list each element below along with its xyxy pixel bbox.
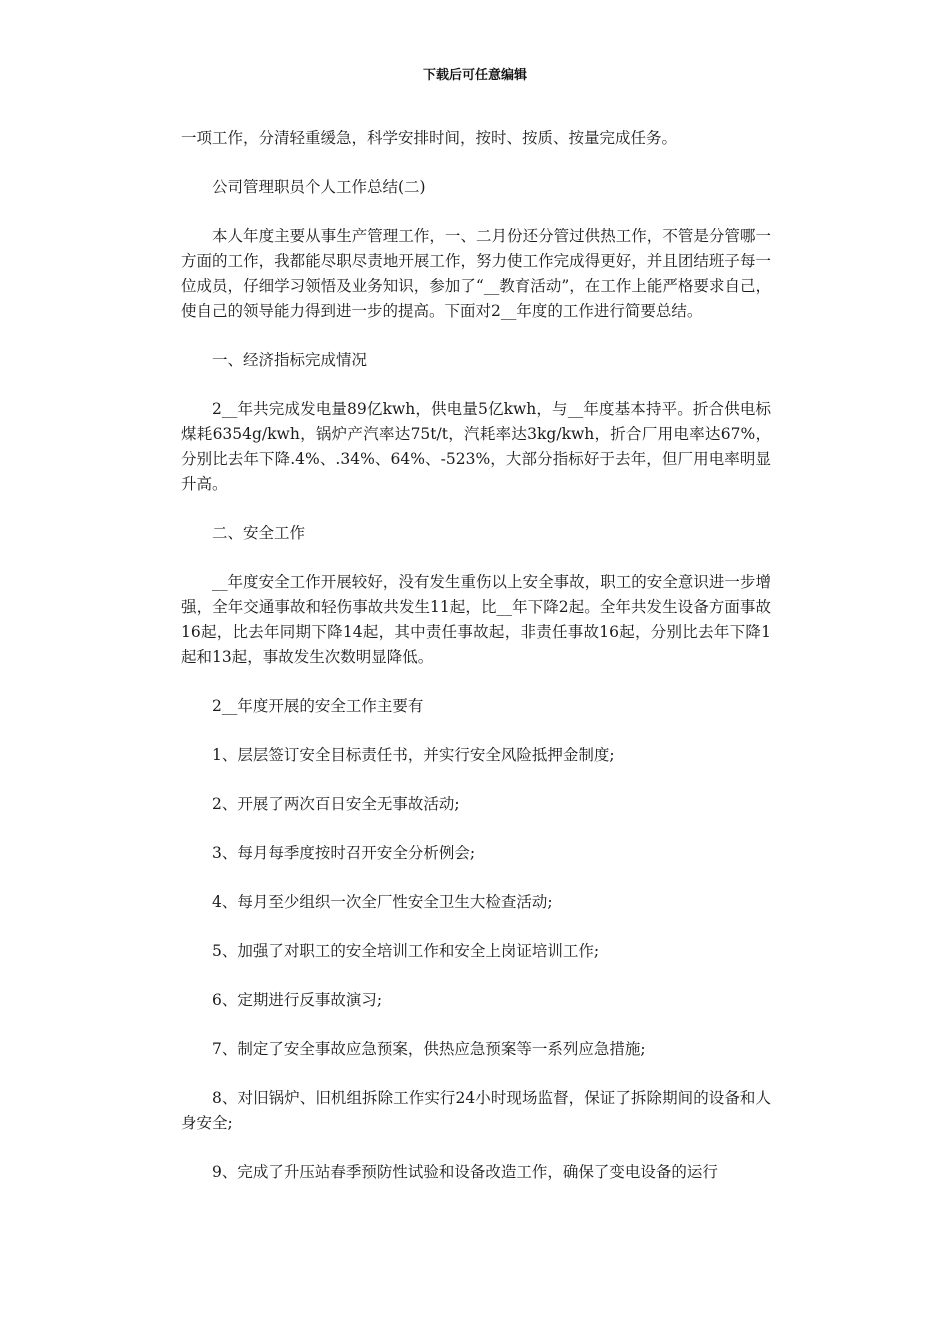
document-body [181,126,771,1209]
paragraph-safety-summary: __年度安全工作开展较好，没有发生重伤以上安全事故，职工的安全意识进一步增强，全年交通事故和轻伤事故共发生11起，比__年下降2起。全年共发生设备方面事故16起，比去年同期下降14起，其中责任事故起，非责任事故16起，分别比去年下降1起和13起，事故发生次数明显降低。 [181,573,771,666]
list-item: 3、每月每季度按时召开安全分析例会; [212,844,476,862]
list-item: 7、制定了安全事故应急预案，供热应急预案等一系列应急措施; [212,1040,646,1058]
list-item: 9、完成了升压站春季预防性试验和设备改造工作，确保了变电设备的运行 [212,1163,718,1181]
section-title: 公司管理职员个人工作总结(二) [212,178,426,196]
heading-economic-indicators: 一、经济指标完成情况 [212,351,368,369]
list-item: 2、开展了两次百日安全无事故活动; [212,795,460,813]
list-item: 6、定期进行反事故演习; [212,991,383,1009]
paragraph-intro: 本人年度主要从事生产管理工作，一、二月份还分管过供热工作，不管是分管哪一方面的工作，我都能尽职尽责地开展工作，努力使工作完成得更好，并且团结班子每一位成员，仔细学习领悟及业务知识，参加了“__教育活动”，在工作上能严格要求自己，使自己的领导能力得到进一步的提高。下面对2__年度的工作进行简要总结。 [181,227,771,320]
paragraph-economic-indicators: 2__年共完成发电量89亿kwh，供电量5亿kwh，与__年度基本持平。折合供电标煤耗6354g/kwh，锅炉产汽率达75t/t，汽耗率达3kg/kwh，折合厂用电率达67%，分别比去年下降.4%、.34%、64%、-523%，大部分指标好于去年，但厂用电率明显升高。 [181,400,771,493]
list-item: 5、加强了对职工的安全培训工作和安全上岗证培训工作; [212,942,600,960]
list-item: 4、每月至少组织一次全厂性安全卫生大检查活动; [212,893,553,911]
paragraph-safety-list-intro: 2__年度开展的安全工作主要有 [212,697,424,715]
list-item: 8、对旧锅炉、旧机组拆除工作实行24小时现场监督，保证了拆除期间的设备和人身安全; [181,1089,771,1132]
heading-safety-work: 二、安全工作 [212,524,306,542]
paragraph-continuation: 一项工作，分清轻重缓急，科学安排时间，按时、按质、按量完成任务。 [181,129,678,147]
list-item: 1、层层签订安全目标责任书，并实行安全风险抵押金制度; [212,746,615,764]
page-header: 下载后可任意编辑 [422,68,527,83]
